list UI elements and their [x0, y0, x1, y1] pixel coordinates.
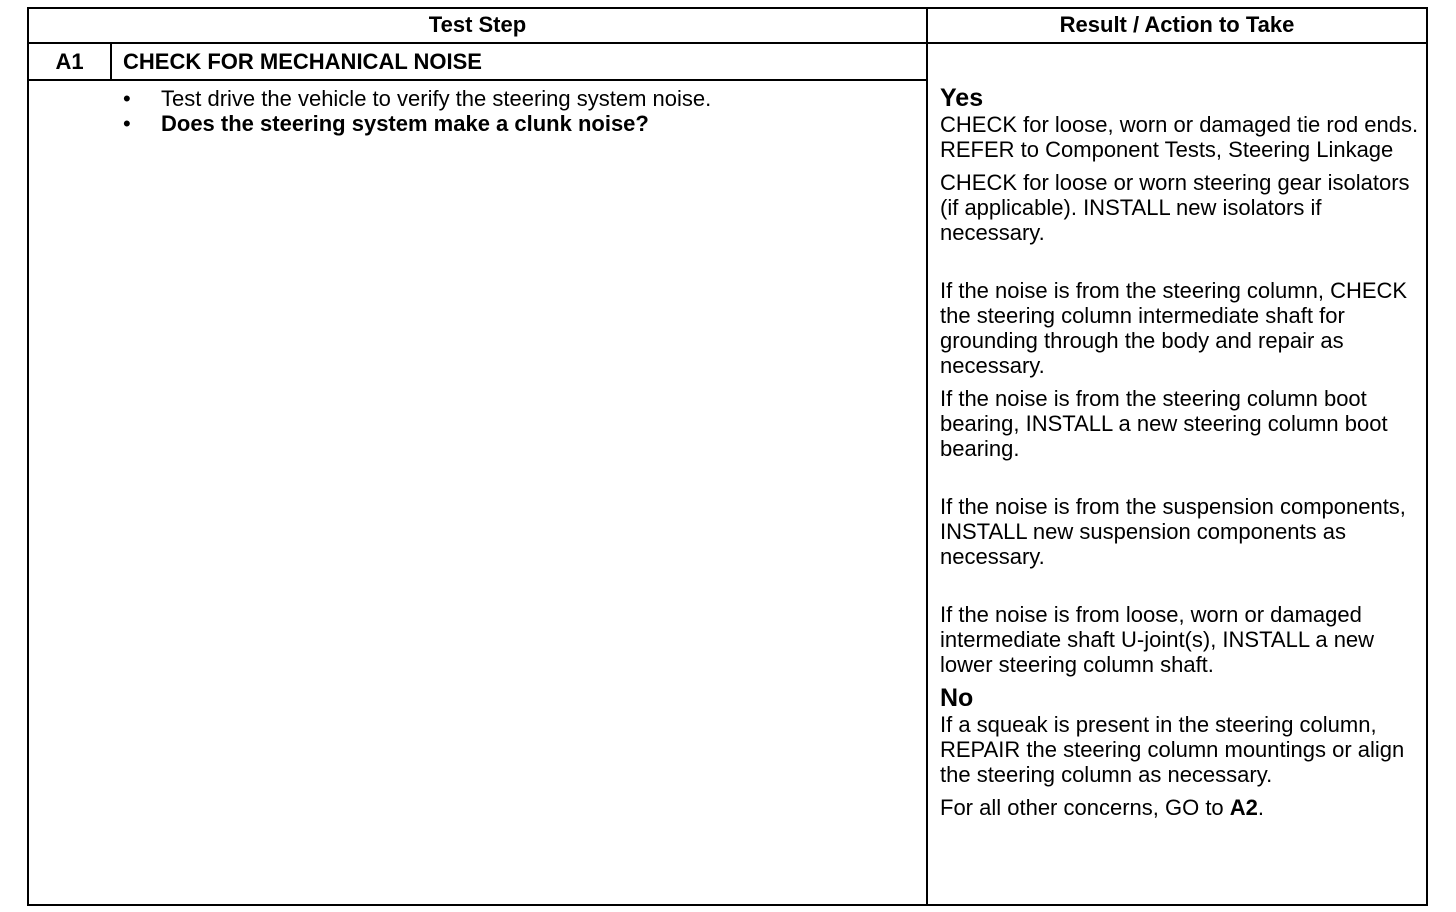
header-divider — [27, 42, 1428, 44]
step-instructions — [123, 86, 913, 136]
yes-heading: Yes — [940, 84, 984, 112]
header-result-action: Result / Action to Take — [1059, 12, 1295, 37]
step-instruction-text: Test drive the vehicle to verify the steering system noise. — [161, 86, 712, 111]
column-divider — [926, 7, 928, 906]
header-test-step: Test Step — [428, 12, 527, 37]
step-title-divider — [27, 79, 928, 81]
list-item — [123, 111, 913, 136]
other-concerns-text: For all other concerns, GO to — [940, 795, 1230, 820]
step-id: A1 — [55, 49, 84, 74]
other-concerns-suffix: . — [1257, 795, 1265, 820]
bullet-glyph: • — [123, 111, 131, 136]
yes-action-2: CHECK for loose or worn steering gear isolators (if applicable). INSTALL new isolators if necessary. — [940, 170, 1410, 245]
step-id-divider — [110, 42, 112, 81]
no-action: If a squeak is present in the steering column, REPAIR the steering column mountings or align the steering column as necessary. — [940, 712, 1405, 787]
yes-action-4: If the noise is from the steering column boot bearing, INSTALL a new steering column boot bearing. — [940, 386, 1388, 461]
yes-action-6: If the noise is from loose, worn or damaged intermediate shaft U-joint(s), INSTALL a new lower steering column shaft. — [940, 602, 1375, 677]
result-action-content — [940, 85, 1422, 820]
yes-action-3: If the noise is from the steering column, CHECK the steering column intermediate shaft for grounding through the body and repair as necessary. — [940, 278, 1408, 378]
step-question-text: Does the steering system make a clunk noise? — [161, 111, 649, 136]
bullet-glyph: • — [123, 86, 131, 111]
yes-action-5: If the noise is from the suspension components, INSTALL new suspension components as necessary. — [940, 494, 1406, 569]
step-title: CHECK FOR MECHANICAL NOISE — [123, 49, 482, 74]
yes-action-1: CHECK for loose, worn or damaged tie rod ends. REFER to Component Tests, Steering Linkage — [940, 112, 1419, 162]
list-item — [123, 86, 913, 111]
go-to-step-link[interactable]: A2 — [1229, 795, 1258, 820]
other-concerns — [940, 795, 1422, 820]
no-heading: No — [940, 684, 974, 712]
